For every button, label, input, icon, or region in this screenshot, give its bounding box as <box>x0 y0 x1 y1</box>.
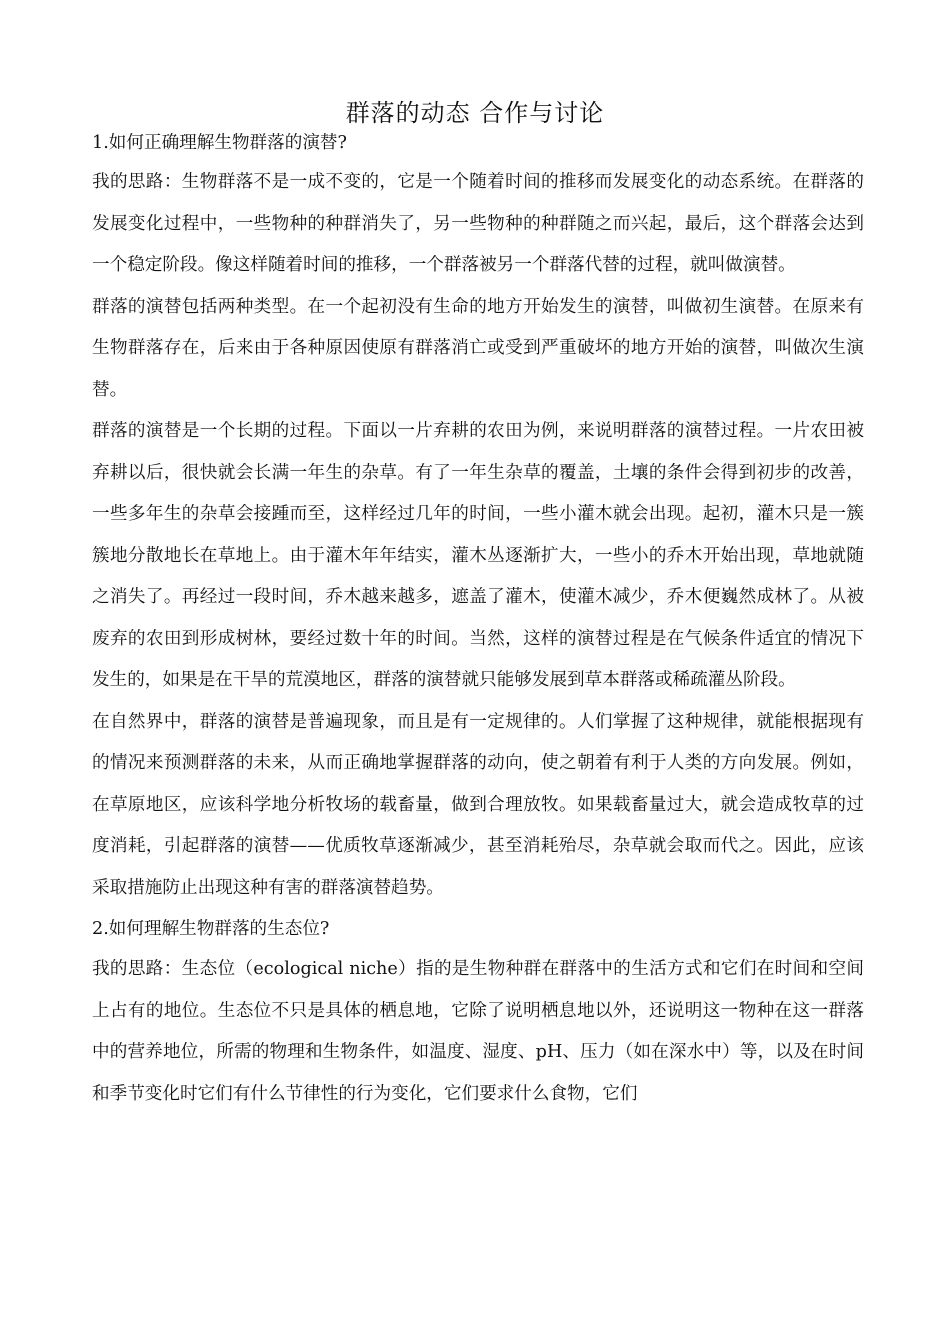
paragraph-succession-types: 群落的演替包括两种类型。在一个起初没有生命的地方开始发生的演替，叫做初生演替。在原来有生物群落存在，后来由于各种原因使原有群落消亡或受到严重破坏的地方开始的演替，叫做次生演替。 <box>92 296 864 400</box>
question-1: 1.如何正确理解生物群落的演替? <box>92 133 347 153</box>
paragraph-succession-process: 群落的演替是一个长期的过程。下面以一片弃耕的农田为例，来说明群落的演替过程。一片农田被弃耕以后，很快就会长满一年生的杂草。有了一年生杂草的覆盖，土壤的条件会得到初步的改善，一些多年生的杂草会接踵而至，这样经过几年的时间，一些小灌木就会出现。起初，灌木只是一簇簇地分散地长在草地上。由于灌木年年结实，灌木丛逐渐扩大，一些小的乔木开始出现，草地就随之消失了。再经过一段时间，乔木越来越多，遮盖了灌木，使灌木减少，乔木便巍然成林了。从被废弃的农田到形成树林，要经过数十年的时间。当然，这样的演替过程是在气候条件适宜的情况下发生的，如果是在干旱的荒漠地区，群落的演替就只能够发展到草本群落或稀疏灌丛阶段。 <box>92 421 864 690</box>
paragraph-succession-nature: 在自然界中，群落的演替是普遍现象，而且是有一定规律的。人们掌握了这种规律，就能根据现有的情况来预测群落的未来，从而正确地掌握群落的动向，使之朝着有利于人类的方向发展。例如，在草原地区，应该科学地分析牧场的载畜量，做到合理放牧。如果载畜量过大，就会造成牧草的过度消耗，引起群落的演替——优质牧草逐渐减少，甚至消耗殆尽，杂草就会取而代之。因此，应该采取措施防止出现这种有害的群落演替趋势。 <box>92 711 864 898</box>
question-2: 2.如何理解生物群落的生态位? <box>92 919 330 939</box>
document-title: 群落的动态 合作与讨论 <box>345 99 605 127</box>
paragraph-answer-2: 我的思路：生态位（ecological niche）指的是生物种群在群落中的生活方式和它们在时间和空间上占有的地位。生态位不只是具体的栖息地，它除了说明栖息地以外，还说明这一物种在这一群落中的营养地位，所需的物理和生物条件，如温度、湿度、pH、压力（如在深水中）等，以及在时间和季节变化时它们有什么节律性的行为变化，它们要求什么食物，它们 <box>92 959 864 1104</box>
document-body <box>92 128 864 1115</box>
paragraph-answer-1: 我的思路：生物群落不是一成不变的，它是一个随着时间的推移而发展变化的动态系统。在群落的发展变化过程中，一些物种的种群消失了，另一些物种的种群随之而兴起，最后，这个群落会达到一个稳定阶段。像这样随着时间的推移，一个群落被另一个群落代替的过程，就叫做演替。 <box>92 172 864 275</box>
